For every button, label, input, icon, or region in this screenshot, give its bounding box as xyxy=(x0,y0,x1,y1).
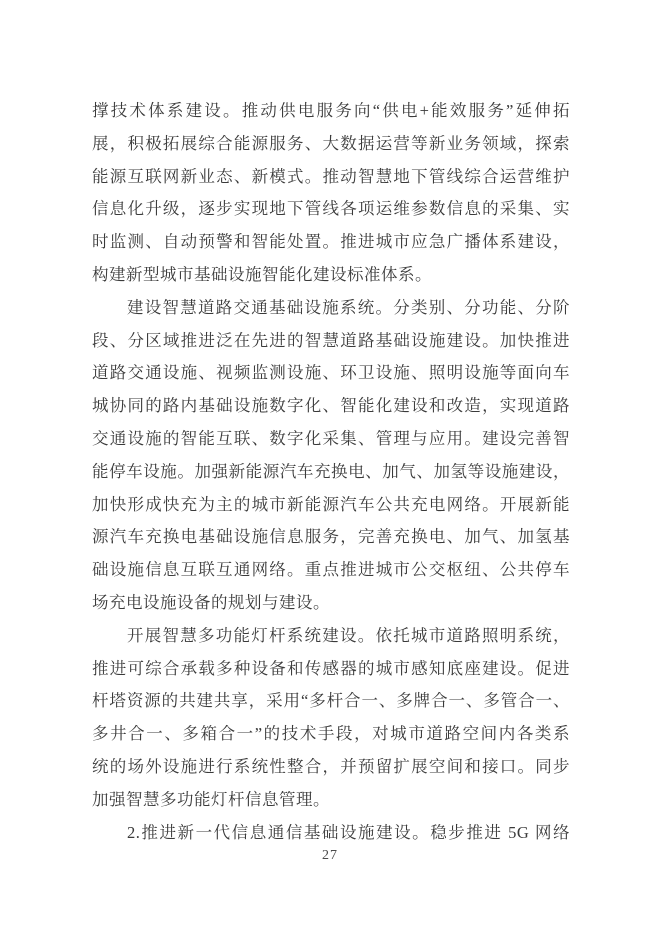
text-line: 能源互联网新业态、新模式。推动智慧地下管线综合运营维护 xyxy=(92,166,570,186)
text-line: 源汽车充换电基础设施信息服务，完善充换电、加气、加氢基 xyxy=(92,527,570,547)
text-line: 道路交通设施、视频监测设施、环卫设施、照明设施等面向车 xyxy=(92,363,570,383)
document-body xyxy=(92,95,570,849)
text-line: 加强智慧多功能灯杆信息管理。 xyxy=(92,789,330,809)
text-line: 撑技术体系建设。推动供电服务向“供电+能效服务”延伸拓 xyxy=(92,101,570,120)
text-line: 场充电设施设备的规划与建设。 xyxy=(92,592,330,612)
page-number: 27 xyxy=(322,848,338,863)
text-line: 推进可综合承载多种设备和传感器的城市感知底座建设。促进 xyxy=(92,658,570,678)
text-line: 杆塔资源的共建共享，采用“多杆合一、多牌合一、多管合一、 xyxy=(92,691,570,711)
text-line: 统的场外设施进行系统性整合，并预留扩展空间和接口。同步 xyxy=(92,756,570,776)
text-line: 多井合一、多箱合一”的技术手段，对城市道路空间内各类系 xyxy=(92,724,570,744)
text-line: 建设智慧道路交通基础设施系统。分类别、分功能、分阶 xyxy=(127,297,570,317)
text-line: 交通设施的智能互联、数字化采集、管理与应用。建设完善智 xyxy=(92,428,570,448)
text-line: 时监测、自动预警和智能处置。推进城市应急广播体系建设， xyxy=(92,232,570,252)
text-line: 2.推进新一代信息通信基础设施建设。稳步推进 5G 网络 xyxy=(127,822,570,842)
text-line: 段、分区域推进泛在先进的智慧道路基础设施建设。加快推进 xyxy=(92,330,570,350)
text-line: 能停车设施。加强新能源汽车充换电、加气、加氢等设施建设， xyxy=(92,461,570,481)
text-line: 信息化升级，逐步实现地下管线各项运维参数信息的采集、实 xyxy=(92,199,570,219)
text-line: 展，积极拓展综合能源服务、大数据运营等新业务领域，探索 xyxy=(92,133,570,153)
text-line: 加快形成快充为主的城市新能源汽车公共充电网络。开展新能 xyxy=(92,494,570,514)
text-line: 础设施信息互联互通网络。重点推进城市公交枢纽、公共停车 xyxy=(92,560,570,580)
text-line: 开展智慧多功能灯杆系统建设。依托城市道路照明系统， xyxy=(127,625,570,645)
text-line: 构建新型城市基础设施智能化建设标准体系。 xyxy=(92,264,432,284)
text-line: 城协同的路内基础设施数字化、智能化建设和改造，实现道路 xyxy=(92,396,570,416)
